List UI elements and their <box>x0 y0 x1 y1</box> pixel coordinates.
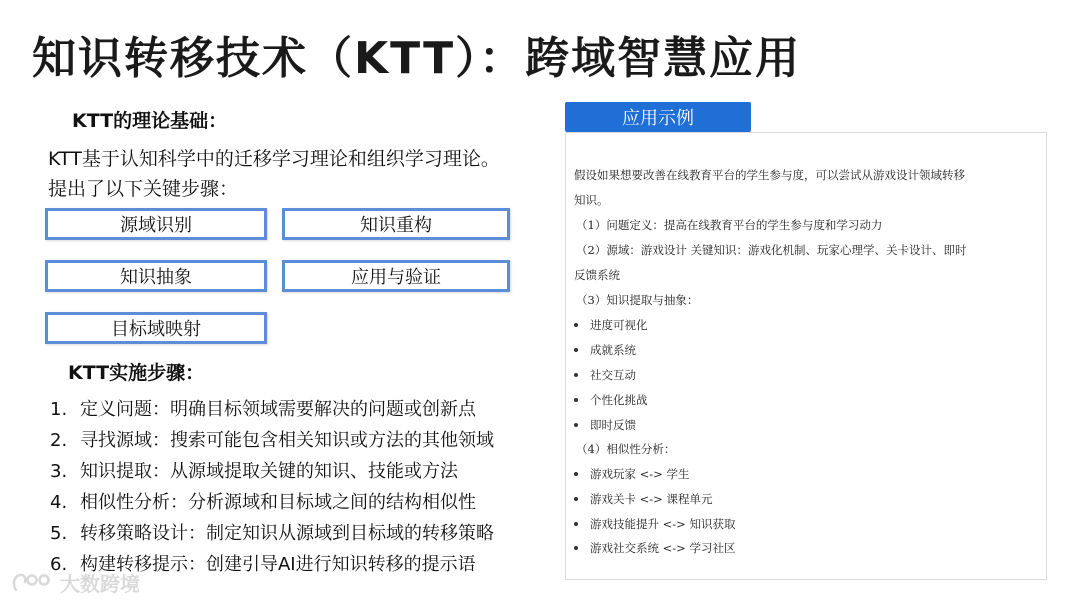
theory-heading: KTT的理论基础： <box>72 110 228 132</box>
bullet-icon <box>574 522 578 526</box>
bullet-icon <box>574 497 578 501</box>
example-bullet <box>574 466 689 482</box>
bullet-text: 即时反馈 <box>590 418 636 432</box>
implementation-item <box>50 489 494 520</box>
example-bullet <box>574 367 636 383</box>
example-step-1: （1）问题定义：提高在线教育平台的学生参与度和学习动力 <box>576 218 883 232</box>
implementation-item <box>50 520 494 551</box>
bullet-text: 社交互动 <box>590 368 636 382</box>
watermark-text: 大数跨境 <box>60 572 140 596</box>
example-bullet <box>574 491 712 507</box>
bullet-icon <box>574 323 578 327</box>
example-paragraph-line-1: 假设如果想要改善在线教育平台的学生参与度，可以尝试从游戏设计领域转移 <box>574 168 965 182</box>
bullet-text: 游戏玩家 <-> 学生 <box>590 467 690 481</box>
example-header: 应用示例 <box>565 102 751 132</box>
example-paragraph-line-2: 知识。 <box>574 193 609 207</box>
bullet-text: 游戏社交系统 <-> 学习社区 <box>590 541 736 555</box>
step-box-target-domain-mapping: 目标域映射 <box>45 312 267 344</box>
item-number: 3. <box>50 461 68 482</box>
item-text: 相似性分析：分析源域和目标域之间的结构相似性 <box>80 492 476 513</box>
step-box-source-identification: 源域识别 <box>45 208 267 240</box>
bullet-text: 个性化挑战 <box>590 393 648 407</box>
item-number: 5. <box>50 523 68 544</box>
item-text: 构建转移提示：创建引导AI进行知识转移的提示语 <box>80 554 476 575</box>
theory-intro-line-1: KTT基于认知科学中的迁移学习理论和组织学习理论。 <box>48 148 500 170</box>
bullet-text: 游戏关卡 <-> 课程单元 <box>590 492 713 506</box>
implementation-heading: KTT实施步骤： <box>68 362 205 384</box>
bullet-text: 游戏技能提升 <-> 知识获取 <box>590 517 736 531</box>
item-text: 知识提取：从源域提取关键的知识、技能或方法 <box>80 461 458 482</box>
watermark <box>10 568 140 597</box>
example-bullet <box>574 392 648 408</box>
item-text: 转移策略设计：制定知识从源域到目标域的转移策略 <box>80 523 494 544</box>
item-text: 定义问题：明确目标领域需要解决的问题或创新点 <box>80 399 476 420</box>
example-panel <box>565 132 1047 580</box>
item-number: 6. <box>50 554 68 575</box>
bullet-text: 进度可视化 <box>590 318 648 332</box>
bullet-icon <box>574 398 578 402</box>
example-step-3: （3）知识提取与抽象： <box>576 293 699 307</box>
item-text: 寻找源域：搜索可能包含相关知识或方法的其他领域 <box>80 430 494 451</box>
example-bullet <box>574 317 648 333</box>
item-number: 2. <box>50 430 68 451</box>
example-step-2-line-1: （2）源域：游戏设计 关键知识：游戏化机制、玩家心理学、关卡设计、即时 <box>576 243 967 257</box>
bullet-icon <box>574 423 578 427</box>
step-box-knowledge-abstraction: 知识抽象 <box>45 260 267 292</box>
watermark-logo-icon <box>10 570 56 596</box>
bullet-icon <box>574 373 578 377</box>
bullet-icon <box>574 472 578 476</box>
page-title: 知识转移技术（KTT）：跨域智慧应用 <box>32 33 802 84</box>
item-number: 1. <box>50 399 68 420</box>
item-number: 4. <box>50 492 68 513</box>
example-bullet <box>574 342 636 358</box>
theory-intro-line-2: 提出了以下关键步骤： <box>48 178 239 200</box>
implementation-list <box>50 396 494 582</box>
theory-intro <box>48 144 500 204</box>
implementation-item <box>50 458 494 489</box>
example-bullet <box>574 417 636 433</box>
bullet-text: 成就系统 <box>590 343 636 357</box>
step-box-knowledge-reconstruction: 知识重构 <box>282 208 510 240</box>
example-step-4: （4）相似性分析： <box>576 442 676 456</box>
example-bullet <box>574 540 735 556</box>
step-box-application-validation: 应用与验证 <box>282 260 510 292</box>
implementation-item <box>50 396 494 427</box>
example-bullet <box>574 516 735 532</box>
bullet-icon <box>574 546 578 550</box>
bullet-icon <box>574 348 578 352</box>
implementation-item <box>50 427 494 458</box>
example-step-2-line-2: 反馈系统 <box>574 268 620 282</box>
